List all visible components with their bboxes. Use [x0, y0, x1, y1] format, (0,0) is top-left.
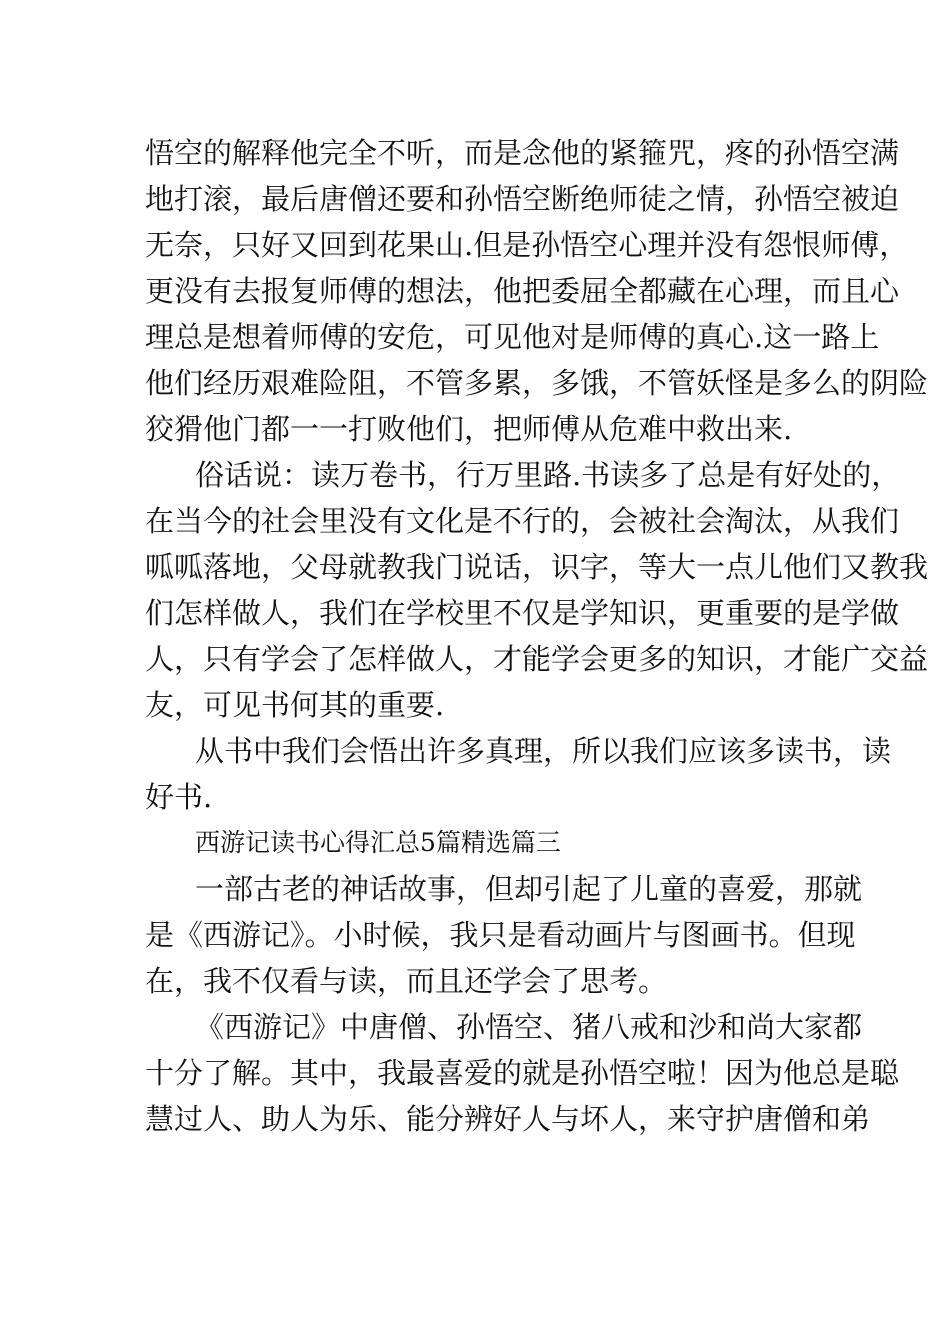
text-line: 慧过人、助人为乐、能分辨好人与坏人，来守护唐僧和弟	[145, 1102, 871, 1136]
text-line: 好书.	[145, 780, 213, 814]
text-line: 地打滚，最后唐僧还要和孙悟空断绝师徒之情，孙悟空被迫	[145, 182, 900, 216]
text-line: 在，我不仅看与读，而且还学会了思考。	[145, 964, 668, 998]
text-line: 呱呱落地，父母就教我门说话，识字，等大一点儿他们又教我	[145, 550, 929, 584]
paragraph-first-line: 《西游记》中唐僧、孙悟空、猪八戒和沙和尚大家都	[195, 1010, 863, 1044]
text-line: 更没有去报复师傅的想法，他把委屈全都藏在心理，而且心	[145, 274, 900, 308]
text-line: 人，只有学会了怎样做人，才能学会更多的知识，才能广交益	[145, 642, 929, 676]
text-line: 理总是想着师傅的安危，可见他对是师傅的真心.这一路上	[145, 320, 880, 354]
paragraph-first-line: 俗话说：读万卷书，行万里路.书读多了总是有好处的，	[195, 458, 901, 492]
section-heading: 西游记读书心得汇总5篇精选篇三	[195, 828, 561, 857]
text-line: 狡猾他门都一一打败他们，把师傅从危难中救出来.	[145, 412, 793, 446]
paragraph-first-line: 从书中我们会悟出许多真理，所以我们应该多读书，读	[195, 734, 892, 768]
paragraph-first-line: 一部古老的神话故事，但却引起了儿童的喜爱，那就	[195, 872, 863, 906]
text-line: 他们经历艰难险阻，不管多累，多饿，不管妖怪是多么的阴险	[145, 366, 929, 400]
text-line: 十分了解。其中，我最喜爱的就是孙悟空啦！因为他总是聪	[145, 1056, 900, 1090]
text-line: 无奈，只好又回到花果山.但是孙悟空心理并没有怨恨师傅，	[145, 228, 909, 262]
text-line: 悟空的解释他完全不听，而是念他的紧箍咒，疼的孙悟空满	[145, 136, 900, 170]
text-line: 是《西游记》。小时候，我只是看动画片与图画书。但现	[145, 918, 856, 952]
text-line: 友，可见书何其的重要.	[145, 688, 445, 722]
text-line: 们怎样做人，我们在学校里不仅是学知识，更重要的是学做	[145, 596, 900, 630]
text-line: 在当今的社会里没有文化是不行的，会被社会淘汰，从我们	[145, 504, 900, 538]
